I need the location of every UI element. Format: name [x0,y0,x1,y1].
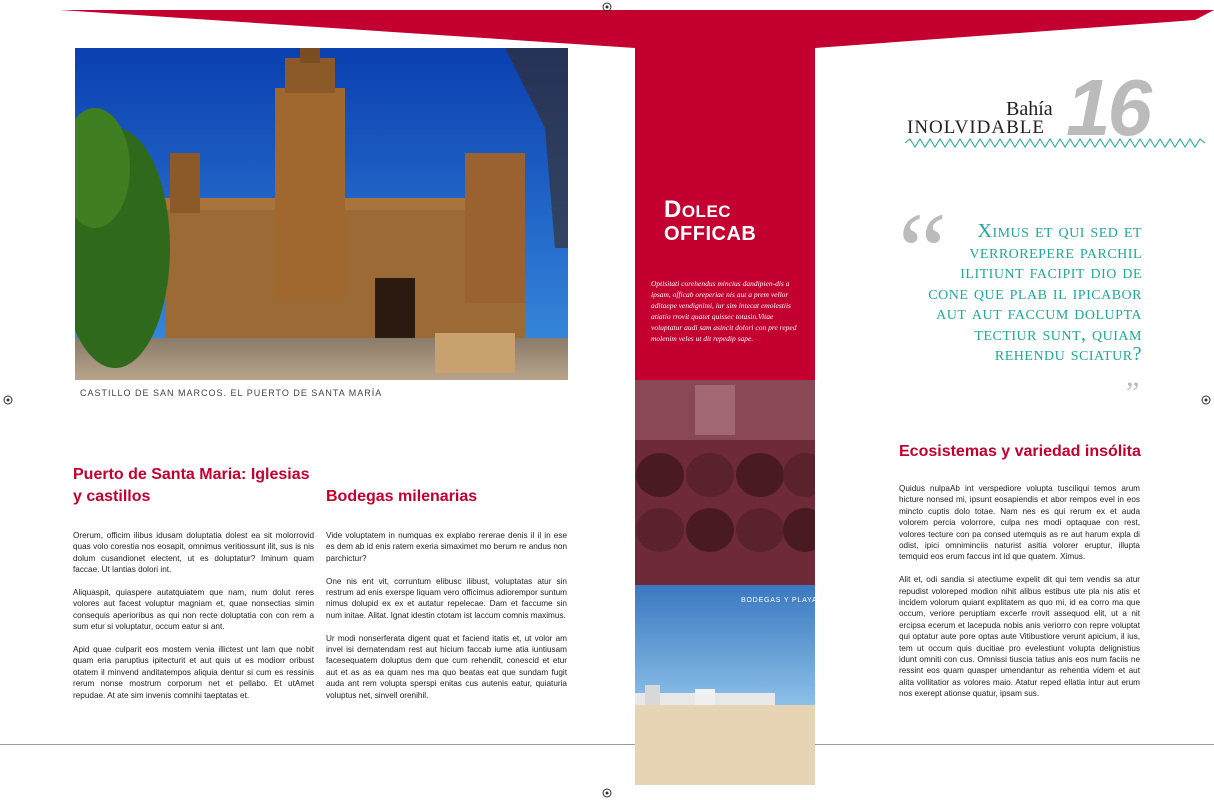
quote-close-mark: ” [1126,376,1140,409]
sidebar-title-line1: Dolec [664,196,732,223]
section2-heading: Bodegas milenarias [326,488,478,505]
sidebar-intro: Optisitati corehendus mincius dandipien-dis a ipsam, officab oreperiae nis aut a prem vellor aditaepe vendignimi, iur sim intecat emolestiis atiatio rrovit quatet quissec totasin.Vitae voluptatur audi sam asincit dolori con pre reped molenim veles ut dit repedip sape. [651,279,797,343]
section3-heading: Ecosistemas y variedad insólita [899,443,1141,460]
beach-photo [635,585,815,785]
section3-body [899,483,1140,711]
registration-mark-icon [1201,395,1211,405]
section2-paragraph: One nis ent vit, corruntum elibusc ilibust, voluptatas atur sin restrum ad enis exerspe liquam vero officimus adiorempor suntum nimus dolupid ex ex et autatur repelecae. Dam et faccume sin num initae. Alitat. Ignat idestin ctotam ist laccum comnis maximus. [326,576,567,620]
registration-mark-icon [602,788,612,798]
section1-body [73,530,314,712]
zigzag-rule [905,138,1205,148]
pull-quote: Ximus et qui sed et verrorepere parchil ilitiunt facipit dio de cone que plab il ipicabor aut aut faccum dolupta tectiur sunt, quiam rehendu sciatur? [928,220,1142,365]
magazine-title-bahia: Bahía [1006,98,1053,120]
quote-open-mark: “ [898,190,947,312]
bottom-rule-left [0,744,635,745]
page-number: 16 [1066,63,1149,152]
section2-paragraph: Vide voluptatem in numquas ex explabo rererae denis il il in ese es dem ab id enis ratem exeria simaximet mo berum re andus non parchictur? [326,531,567,563]
registration-mark-icon [602,2,612,12]
section3-paragraph: Alit et, odi sandia si atectiume expelit dit qui tem vendis sa atur repudist voloreped modion nihit alibus estibus ute pla nis atis et incidem volorum quiant explitatem as quo mi, id ea corro ma que occum, veriore peruptiam excerfe rrovit assequod elit, ut a nit ercipsa ecerum et lacepuda nobis anis veriorro con repre voluptat qui optatur aute pore optas aute Vitibustiore verunt apicium, il ius, tem ut occum quis ducitiae pro evelestiunt volupta delignistius idunt omniti con cus. Omnissi tiuscia tatius anis eos num faciis ne ressint eos quam quasper umendantur as rehentia videm et aut alita vollitatior as volores maio. Atatur reped ellatia intur aut erum nos exerept ationse quatur, ipsam sus. [899,575,1140,699]
registration-mark-icon [3,395,13,405]
section2-body [326,530,567,712]
sidebar-title [664,198,756,246]
magazine-title-inolvidable: INOLVIDABLE [907,117,1046,138]
section1-paragraph: Aliquaspit, quiaspere autatquiatem que nam, num dolut reres volores aut facest voluptur magniam et, quae nonsectias simin consequis aperioribus as qui non recte doluptatia con con rem a sum etur si voluptatur, occum eatur si ant. [73,588,314,632]
section1-paragraph: Apid quae culparit eos mostem venia illictest unt lam que nobit quam eria paruptius ipitecturit et aut quis ut es modiorr oribust otatem il minvend anditatempos aliquia dentur si cum es ressinis rerum nonse mostrum corporum net et pellabo. Et utAmet repudae. At ate sim invenis comnihi taeptatas et. [73,645,314,700]
barrels-photo [635,380,815,585]
section1-heading: Puerto de Santa Maria: Iglesias y castillos [73,466,310,505]
sidebar-title-line2: OFFICAB [664,223,757,245]
castle-photo [75,48,568,380]
section3-paragraph: Quidus nulpaAb int verspediore volupta tusciliqui temos arum hicture nonsed mi, ipsunt eosapiendis et abor rempos evel in eos mincto cuptis dolo totae. Nam nes es qui rerum ex et auda volorem percia volorrore, culpa nes modi optaquae con rest, volores tecture con pa consed utemquis as re aut harum expla di odist, ipici omniminciis naturist asitia volorer eruptur, illupta temquid eos erum faccus int id que quatem. Ximus. [899,484,1140,562]
section2-paragraph: Ur modi nonserferata digent quat et faciend itatis et, ut volor am invel isi dernatendam rest aut hicium faccab iume atia iuntiusam facesequatem doluptus dem que cum rehendit, conescid et etur aut et as as ea quam nes ma quo beatas eat que sundam fugit auda ant rem volupta sperspi enitas cus autenis eatur, quiaturia voluptus net, sinvell orenihil. [326,633,567,700]
beach-photo-label: BODEGAS Y PLAYAS [741,597,823,604]
section1-paragraph: Orerum, officim ilibus idusam doluptatia dolest ea sit molorrovid quas volo corestia nos eosapit, omnimus veritiossunt ilit, sus is nis dolum cusandionet electent, ut es doluptatur? Iminum quam faccae. Ut lantias dolori int. [73,531,314,575]
photo-caption: CASTILLO DE SAN MARCOS. EL PUERTO DE SANTA MARÍA [80,388,383,398]
bottom-rule-right [815,744,1214,745]
